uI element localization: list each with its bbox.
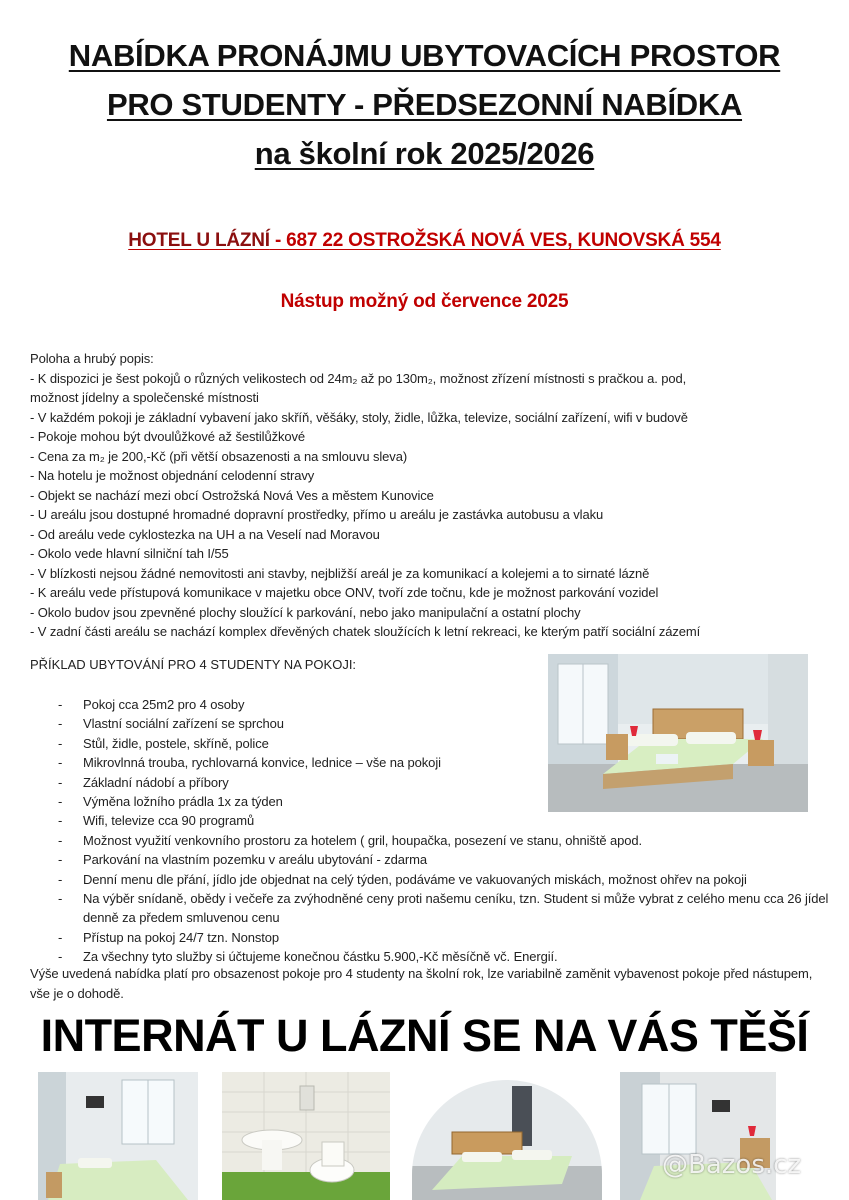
room-photo-2 [412, 1080, 602, 1200]
page-title-line-3: na školní rok 2025/2026 [254, 136, 595, 171]
page-title-line-2: PRO STUDENTY - PŘEDSEZONNÍ NABÍDKA [106, 87, 743, 122]
amenities-list [30, 695, 830, 967]
example-title: PŘÍKLAD UBYTOVÁNÍ PRO 4 STUDENTY NA POKOJI: [30, 657, 357, 672]
description-line: - U areálu jsou dostupné hromadné dopravní prostředky, přímo u areálu je zastávka autobusu a vlaku [30, 507, 604, 522]
amenity-item: - Výměna ložního prádla 1x za týden [30, 792, 830, 811]
room-photo-3 [620, 1072, 776, 1200]
room-photo-1 [38, 1072, 198, 1200]
bathroom-photo [222, 1072, 390, 1200]
amenity-item: - Parkování na vlastním pozemku v areálu ubytování - zdarma [30, 850, 830, 869]
description-line: - K dispozici je šest pokojů o různých velikostech od 24m₂ až po 130m₂, možnost zřízení místnosti s pračkou a. pod, [30, 370, 687, 386]
amenity-item: - Přístup na pokoj 24/7 tzn. Nonstop [30, 928, 830, 947]
amenity-item: - Základní nádobí a příbory [30, 773, 830, 792]
slogan: INTERNÁT U LÁZNÍ SE NA VÁS TĚŠÍ [40, 1010, 809, 1061]
amenity-item: - Vlastní sociální zařízení se sprchou [30, 714, 830, 733]
hotel-address-line [0, 230, 849, 252]
description-line: - K areálu vede přístupová komunikace v majetku obce ONV, tvoří zde točnu, kde je možnost parkování vozidel [30, 585, 659, 600]
amenity-item: - Mikrovlnná trouba, rychlovarná konvice, lednice – vše na pokoji [30, 753, 830, 772]
description-line: - V každém pokoji je základní vybavení jako skříň, věšáky, stoly, židle, lůžka, televize, sociální zařízení, wifi v budově [30, 409, 688, 425]
amenity-item: - Wifi, televize cca 90 programů [30, 811, 830, 830]
description-line: - Cena za m₂ je 200,-Kč (při větší obsazenosti a na smlouvu sleva) [30, 448, 408, 464]
description-line: - Objekt se nachází mezi obcí Ostrožská Nová Ves a městem Kunovice [30, 487, 434, 503]
bazos-watermark: @Bazos.cz [662, 1150, 802, 1180]
amenity-item: - Za všechny tyto služby si účtujeme konečnou částku 5.900,-Kč měsíčně vč. Energií. [30, 947, 830, 966]
description-line: možnost jídelny a společenské místnosti [30, 390, 259, 405]
description-line: - Pokoje mohou být dvoulůžkové až šestilůžkové [30, 429, 306, 444]
amenity-item: - Možnost využití venkovního prostoru za hotelem ( gril, houpačka, posezení ve stanu, ohniště apod. [30, 831, 830, 850]
amenity-item: - Stůl, židle, postele, skříně, police [30, 734, 830, 753]
description-line: - V blízkosti nejsou žádné nemovitosti ani stavby, nejbližší areál je za komunikací a kolejemi a to sirnaté lázně [30, 565, 650, 581]
description-line: - Okolo budov jsou zpevněné plochy sloužící k parkování, nebo jako manipulační a ostatní plochy [30, 604, 581, 620]
page-title-line-1: NABÍDKA PRONÁJMU UBYTOVACÍCH PROSTOR [68, 38, 781, 73]
description-line: - Okolo vede hlavní silniční tah I/55 [30, 546, 229, 561]
description-line: - Od areálu vede cyklostezka na UH a na Veselí nad Moravou [30, 526, 380, 542]
hotel-address: - 687 22 OSTROŽSKÁ NOVÁ VES, KUNOVSKÁ 554 [269, 230, 721, 251]
amenity-item: - Pokoj cca 25m2 pro 4 osoby [30, 695, 830, 714]
description-line: - V zadní části areálu se nachází komplex dřevěných chatek sloužících k letní rekreaci, ke kterým patří sociální zázemí [30, 624, 701, 639]
amenity-item: - Denní menu dle přání, jídlo jde objednat na celý týden, podáváme ve vakuovaných miskách, možnost ohřev na pokoji [30, 870, 830, 889]
description-heading: Poloha a hrubý popis: [30, 351, 154, 366]
description-line: - Na hotelu je možnost objednání celodenní stravy [30, 468, 315, 483]
start-note: Nástup možný od července 2025 [280, 291, 569, 312]
amenity-item: - Na výběr snídaně, obědy i večeře za zvýhodněné ceny proti našemu ceníku, tzn. Student si může vybrat z celého menu cca 26 jídel denně za předem smluvenou cenu [30, 889, 830, 928]
offer-footnote: Výše uvedená nabídka platí pro obsazenost pokoje pro 4 studenty na školní rok, lze variabilně zaměnit vybavenost pokoje před nástupem, vše je o dohodě. [30, 966, 813, 1001]
hotel-name: HOTEL U LÁZNÍ [128, 230, 270, 251]
description-block [30, 349, 830, 642]
